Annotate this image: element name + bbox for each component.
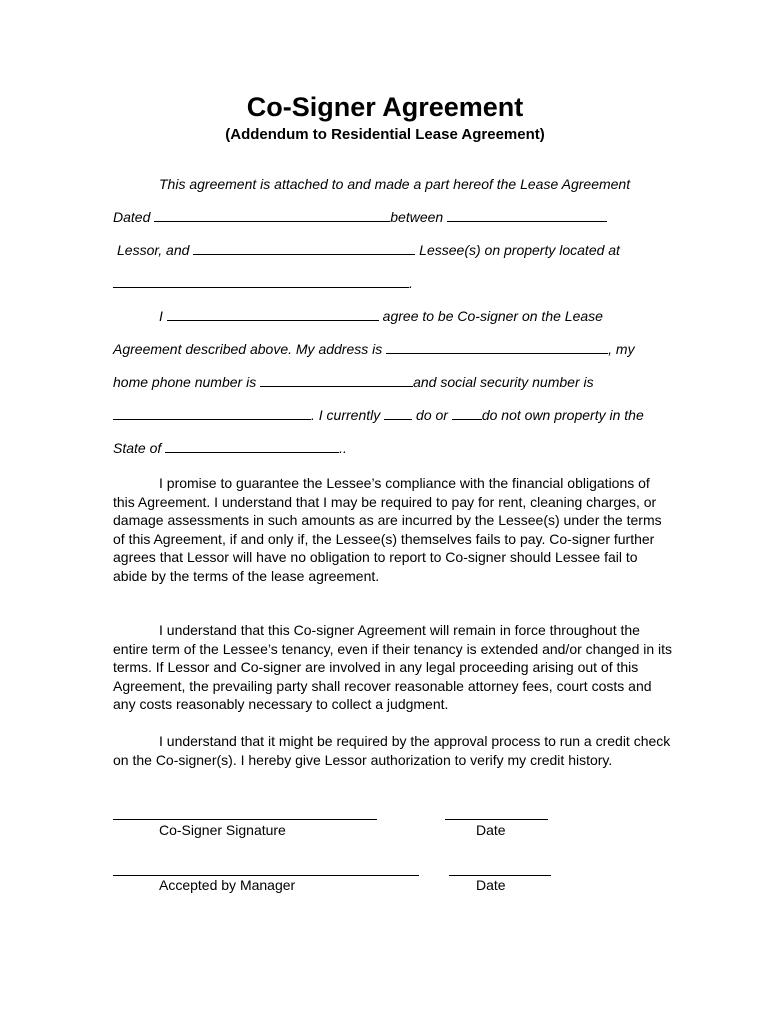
paragraph-credit-text: I understand that it might be required by the approval process to run a credit check on the Co-signer(s). I hereby give Lessor authorization to verify my credit history.: [113, 733, 671, 768]
ssn-field[interactable]: [113, 407, 311, 420]
intro-line: This agreement is attached to and made a part hereof the Lease Agreement: [159, 176, 631, 192]
dated-field[interactable]: [154, 209, 390, 222]
ssn-label: and social security number is: [413, 374, 594, 390]
date-label-1: Date: [476, 822, 506, 838]
between-field[interactable]: [447, 209, 607, 222]
currently-label: . I currently: [311, 407, 381, 423]
dated-label: Dated: [113, 209, 151, 225]
between-label: between: [390, 209, 444, 225]
ssn-line: [113, 407, 644, 423]
property-address-field[interactable]: [113, 275, 409, 288]
state-line: [113, 440, 347, 456]
document-subtitle: (Addendum to Residential Lease Agreement): [225, 126, 545, 143]
home-phone-field[interactable]: [260, 374, 413, 387]
cosigner-date-line[interactable]: [445, 819, 548, 820]
agreement-desc: Agreement described above. My address is: [113, 341, 383, 357]
manager-date-line[interactable]: [449, 875, 551, 876]
lessee-name-field[interactable]: [193, 242, 415, 255]
do-own-field[interactable]: [384, 407, 412, 420]
property-period: .: [409, 275, 413, 291]
cosigner-name-field[interactable]: [167, 308, 379, 321]
do-or-label: do or: [416, 407, 448, 423]
do-not-own-label: do not own property in the: [481, 407, 644, 423]
my-label: , my: [608, 341, 635, 357]
paragraph-guarantee: [113, 474, 673, 585]
document-title: Co-Signer Agreement: [246, 92, 524, 122]
state-of-label: State of: [113, 440, 162, 456]
lessee-label: Lessee(s) on property located at: [419, 242, 620, 258]
date-label-2: Date: [476, 877, 506, 893]
lessor-line: [117, 242, 620, 258]
home-phone-label: home phone number is: [113, 374, 257, 390]
paragraph-credit: [113, 732, 673, 769]
phone-line: [113, 374, 594, 390]
paragraph-term-text: I understand that this Co-signer Agreement will remain in force throughout the entire term of the Lessee’s tenancy, even if their tenancy is extended and/or changed in its terms. If Lessor and Co-signer are involved in any legal proceeding arising out of this Agreement, the prevailing party shall recover reasonable attorney fees, court costs and any costs reasonably necessary to collect a judgment.: [113, 622, 673, 712]
dated-line: [113, 209, 607, 225]
manager-signature-line[interactable]: [113, 875, 419, 876]
state-field[interactable]: [165, 440, 339, 453]
cosigner-signature-line[interactable]: [113, 819, 377, 820]
cosigner-signature-label: Co-Signer Signature: [159, 822, 286, 838]
address-line: [113, 341, 635, 357]
lessor-label: Lessor, and: [117, 242, 190, 258]
paragraph-guarantee-text: I promise to guarantee the Lessee’s compliance with the financial obligations of this Agreement. I understand that I may be required to pay for rent, cleaning charges, or damage assessments in such amounts as are incurred by the Lessee(s) under the terms of this Agreement, if and only if, the Lessee(s) themselves fails to pay. Co-signer further agrees that Lessor will have no obligation to report to Co-signer should Lessee fail to abide by the terms of the lease agreement.: [113, 475, 662, 584]
do-not-own-field[interactable]: [452, 407, 482, 420]
agree-text: agree to be Co-signer on the Lease: [382, 308, 603, 324]
state-end: ..: [339, 440, 347, 456]
i-label: I: [159, 308, 163, 324]
paragraph-term: [113, 621, 673, 714]
manager-signature-label: Accepted by Manager: [159, 877, 296, 893]
cosigner-address-field[interactable]: [386, 341, 608, 354]
cosigner-name-line: [159, 308, 603, 324]
property-line: [113, 275, 413, 291]
